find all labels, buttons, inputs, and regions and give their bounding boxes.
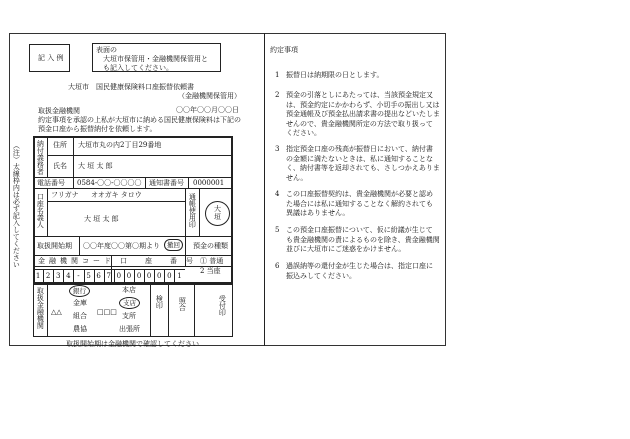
address-label: 住所: [53, 141, 67, 149]
digit-divider: [114, 270, 115, 284]
account-digit-cell: 3: [56, 272, 61, 280]
code-header-char: コ: [82, 257, 89, 265]
account-digit-cell: 5: [86, 272, 91, 280]
col-line: [194, 284, 195, 337]
withdraw-stamp: 撤回: [164, 239, 183, 251]
seal-stamp-icon: [205, 201, 230, 226]
example-note-line-2: 大垣市保管用・金融機関保管用と: [103, 55, 208, 63]
term-line: せんので、貴金融機関所定の方法で取り扱って: [286, 119, 433, 128]
furigana-label: フリガナ: [51, 191, 79, 199]
account-digit-cell: 6: [96, 272, 101, 280]
code-header-char: 関: [71, 257, 78, 265]
notice-number-value: 0000001: [193, 179, 225, 187]
col-line: [188, 177, 189, 188]
account-digit-cell: 2: [45, 272, 51, 280]
term-line: この口座振替契約は、貴金融機関が必要と認め: [286, 190, 433, 198]
institution-group-label: 取扱金融機関: [36, 287, 45, 329]
term-line: この預金口座振替について、仮に紛議が生じて: [286, 226, 433, 234]
term-line: 預金通帳及び預金払出請求書の提出などいたしま: [286, 110, 440, 119]
account-digit-cell: -: [77, 272, 80, 280]
check-seal-label: 検印: [155, 295, 164, 309]
holder-name-value: 大 垣 太 郎: [84, 215, 119, 223]
account-digit-cell: 1: [177, 272, 182, 280]
account-digit-cell: 0: [116, 272, 122, 280]
term-line: く、納付書等を返却されても、さしつかえありま: [286, 164, 440, 173]
terms-title: 約定事項: [270, 46, 298, 54]
example-note-line-3: も記入してください。: [103, 64, 173, 72]
term-line: 振替日は納期限の日とします。: [286, 71, 384, 79]
code-header-char: 番: [170, 257, 177, 265]
bank-label: 取扱金融機関: [38, 107, 80, 115]
col-line: [150, 284, 151, 337]
digit-divider: [94, 270, 95, 284]
branch-type-shisho: 支所: [122, 312, 136, 320]
col-line: [47, 284, 48, 337]
term-line: の金額に満たないときは、私に通知することな: [286, 154, 433, 163]
digit-divider: [174, 270, 175, 284]
application-date: 〇〇年〇〇月〇〇日: [176, 106, 239, 114]
row-line: [33, 236, 233, 237]
start-period-label: 取扱開始期: [37, 242, 72, 250]
bank-type-kinko: 金庫: [73, 299, 87, 307]
branch-type-selected: 支店: [119, 297, 140, 309]
address-value: 大垣市丸の内2丁目29番地: [78, 141, 162, 149]
form-subtitle: （金融機関保管用）: [178, 92, 241, 100]
example-label-box: [29, 44, 70, 72]
payer-name-label: 氏名: [53, 162, 67, 170]
col-line: [168, 284, 169, 337]
account-digit-cell: 0: [146, 272, 152, 280]
branch-type-shuchosho: 出張所: [119, 325, 140, 333]
seal-mark-text: 大垣: [214, 205, 221, 221]
digit-divider: [73, 270, 74, 284]
row-line: [47, 201, 185, 202]
digit-divider: [124, 270, 125, 284]
intro-line-1: 約定事項を承認の上私が大垣市に納める国民健康保険料は下記の: [38, 116, 241, 124]
side-note: （注）太線枠内は必ず記入してください: [12, 142, 21, 268]
col-line: [79, 236, 80, 255]
term-number: 2: [275, 91, 280, 99]
example-note-box: [92, 43, 221, 72]
col-line: [47, 188, 48, 236]
phone-value: 0584-〇〇-〇〇〇〇: [77, 179, 142, 187]
collation-label: 照合: [178, 297, 187, 311]
term-line: 指定預金口座の残高が振替日において、納付書: [286, 145, 433, 153]
furigana-value: オオガキ タロウ: [91, 191, 142, 199]
digit-divider: [144, 270, 145, 284]
bank-type-selected: 銀行: [69, 285, 90, 297]
bank-type-kumiai: 組合: [73, 312, 87, 320]
account-digit-cell: 0: [126, 272, 132, 280]
term-line: も貴金融機関の責によるものを除き、貴金融機関: [286, 235, 440, 244]
account-digit-cell: 7: [106, 272, 111, 280]
term-number: 4: [275, 190, 280, 198]
branch-type-honten: 本店: [122, 286, 136, 294]
code-header-char: ー: [93, 257, 100, 265]
row-line: [33, 255, 233, 256]
term-line: 振込みしてください。: [286, 271, 356, 280]
deposit-type-label: 預金の種類: [193, 242, 228, 250]
deposit-type-1: ① 普通: [200, 257, 224, 265]
form-center-divider: [264, 33, 265, 346]
branch-marks: □□□: [97, 308, 117, 316]
seal-label: 通帳使用印: [188, 193, 197, 228]
intro-line-2: 預金口座から振替納付を依頼します。: [38, 125, 157, 133]
notice-number-label: 通知書番号: [149, 179, 184, 187]
term-number: 3: [275, 145, 280, 153]
digit-divider: [164, 270, 165, 284]
code-header-char: ド: [104, 257, 111, 265]
row-line: [33, 177, 233, 178]
account-digit-cell: 0: [167, 272, 172, 280]
deposit-type-2: 2 当座: [200, 267, 221, 275]
term-number: 1: [275, 71, 280, 79]
digit-divider: [104, 270, 105, 284]
payer-name-value: 大 垣 太 郎: [78, 162, 113, 170]
col-line: [73, 177, 74, 188]
term-line: は、預金約定にかかわらず、小切手の振出し又は: [286, 100, 440, 109]
row-line: [47, 155, 233, 156]
institution-name-marks: △△: [51, 308, 62, 316]
term-line: 過誤納等の還付金が生じた場合は、指定口座に: [286, 262, 433, 270]
code-header-char: 機: [60, 257, 67, 265]
phone-label: 電話番号: [37, 179, 65, 187]
row-line: [33, 269, 185, 270]
col-line: [73, 136, 74, 177]
term-number: 6: [275, 262, 280, 270]
example-label: 記 入 例: [38, 54, 64, 62]
digit-divider: [84, 270, 85, 284]
term-line: た場合には私に通知することなく解約されても: [286, 199, 433, 208]
col-line: [185, 188, 186, 236]
term-line: せん。: [286, 173, 308, 182]
col-line: [47, 136, 48, 177]
payer-group-label: 納付義務者: [36, 140, 45, 175]
account-digit-cell: 0: [136, 272, 142, 280]
code-header-char: 号: [186, 257, 193, 265]
term-line: 異議はありません。: [286, 209, 350, 218]
account-digit-cell: 1: [35, 272, 41, 280]
code-header-char: 口: [120, 257, 127, 265]
digit-divider: [154, 270, 155, 284]
digit-divider: [63, 270, 64, 284]
reception-seal-label: 受付印: [218, 295, 227, 316]
term-line: 預金の引落としにあたっては、当該預金規定又: [286, 91, 433, 99]
example-note-line-1: 表面の: [96, 46, 117, 54]
row-line: [33, 188, 233, 189]
account-digit-cell: 4: [66, 272, 71, 280]
account-digit-cell: 0: [157, 272, 162, 280]
bank-type-nokyo: 農協: [73, 325, 87, 333]
footer-note: 取扱開始期は金融機関で確認してください: [66, 340, 199, 348]
form-title: 大垣市 国民健康保険料口座振替依頼書: [68, 83, 194, 91]
term-number: 5: [275, 226, 280, 234]
code-header-char: 座: [145, 257, 152, 265]
code-header-char: 融: [49, 257, 56, 265]
term-line: ください。: [286, 129, 321, 138]
col-line: [199, 188, 200, 236]
col-line: [145, 177, 146, 188]
digit-divider: [53, 270, 54, 284]
digit-divider: [43, 270, 44, 284]
start-period-value: 〇〇年度〇〇第〇期より: [83, 242, 160, 250]
holder-group-label: 口座名義人: [36, 193, 45, 228]
digit-divider: [134, 270, 135, 284]
code-header-char: 金: [38, 257, 45, 265]
term-line: 並びに大垣市にご迷惑をかけません。: [286, 245, 406, 254]
